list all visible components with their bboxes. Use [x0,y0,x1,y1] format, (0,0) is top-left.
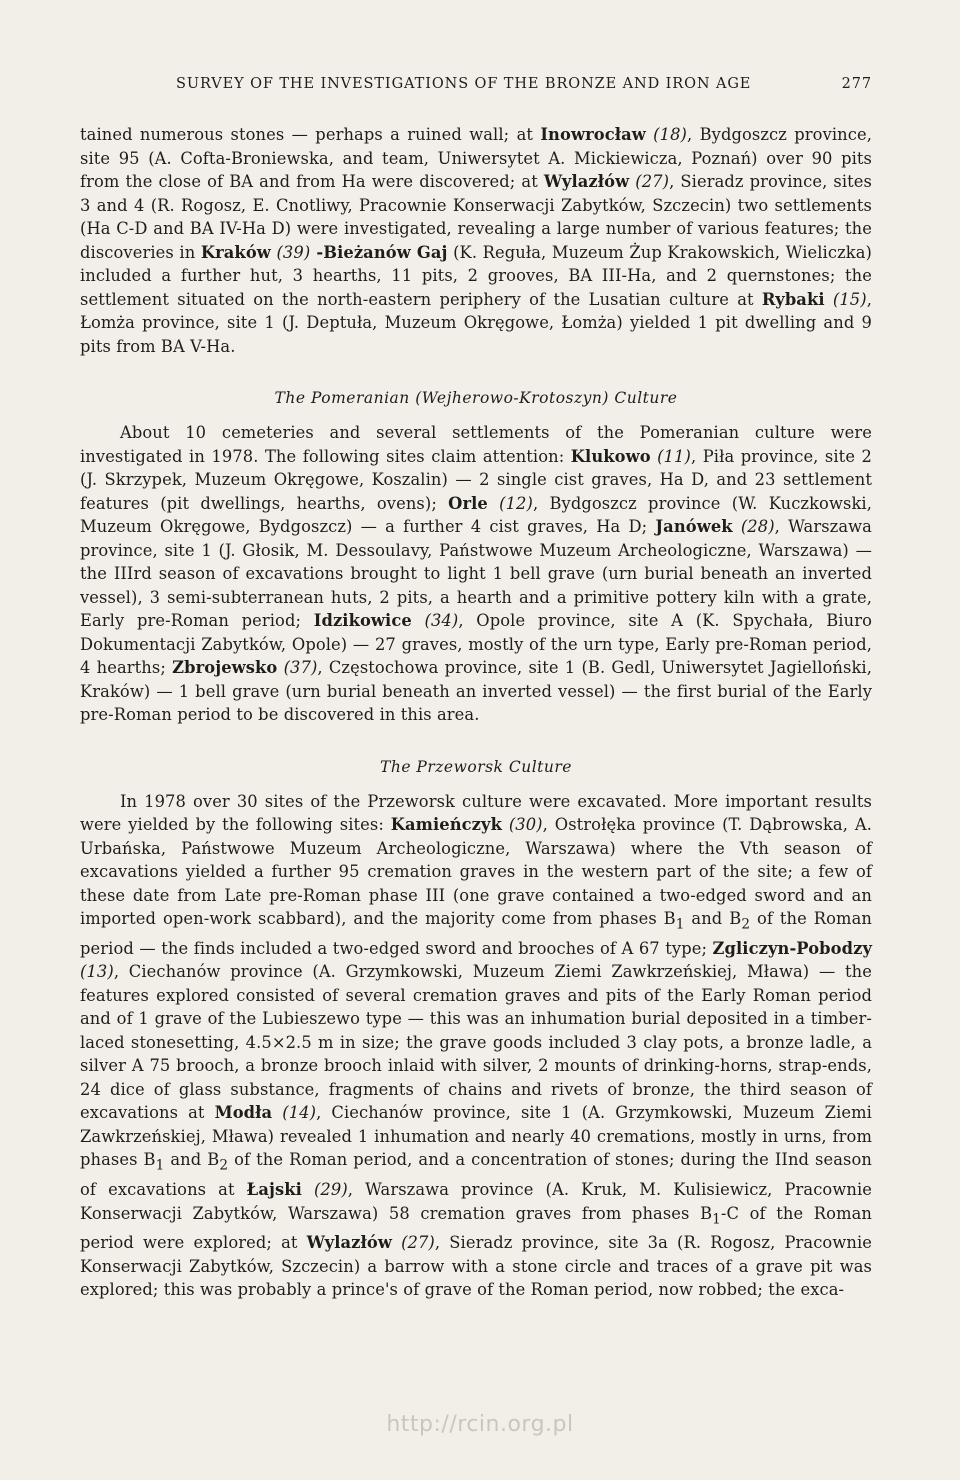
section-heading-przeworsk: The Przeworsk Culture [380,757,572,776]
paragraph-pomeranian: About 10 cemeteries and several settlements of the Pomeranian culture were investigated in 1978. The following sites claim attention: Klukowo (11), Piła province, site 2 (J. Skrzypek, Muzeum Okręgowe, Koszalin) — 2 single cist graves, Ha D, and 23 settlement features (pit dwellings, hearths, ovens); Orle (12), Bydgoszcz province (W. Kuczkowski, Muzeum Okręgowe, Bydgoszcz) — a further 4 cist graves, Ha D; Janówek (28), Warszawa province, site 1 (J. Głosik, M. Dessoulavy, Państwowe Muzeum Archeologiczne, Warszawa) — the IIIrd season of excavations brought to light 1 bell grave (urn burial beneath an inverted vessel), 3 semi-subterranean huts, 2 pits, a hearth and a primitive pottery kiln with a grate, Early pre-Roman period; Idzikowice (34), Opole province, site A (K. Spychała, Biuro Dokumentacji Zabytków, Opole) — 27 graves, mostly of the urn type, Early pre-Roman period, 4 hearths; Zbrojewsko (37), Częstochowa province, site 1 (B. Gedl, Uniwersytet Jagielloński, Kraków) — 1 bell grave (urn burial beneath an inverted vessel) — the first burial of the Early pre-Roman period to be discovered in this area. [80,423,872,724]
running-header [80,76,872,92]
running-title: SURVEY OF THE INVESTIGATIONS OF THE BRONZE AND IRON AGE [176,76,752,92]
paragraph-lusatian-continued: tained numerous stones — perhaps a ruined wall; at Inowrocław (18), Bydgoszcz province, site 95 (A. Cofta-Broniewska, and team, Uniwersytet A. Mickiewicza, Poznań) over 90 pits from the close of BA and from Ha were discovered; at Wylazłów (27), Sieradz province, sites 3 and 4 (R. Rogosz, E. Cnotliwy, Pracownie Konserwacji Zabytków, Szczecin) two settlements (Ha C-D and BA IV-Ha D) were investigated, revealing a large number of various features; the discoveries in Kraków (39) -Bieżanów Gaj (K. Reguła, Muzeum Żup Krakowskich, Wieliczka) included a further hut, 3 hearths, 11 pits, 2 grooves, BA III-Ha, and 2 quernstones; the settlement situated on the north-eastern periphery of the Lusatian culture at Rybaki (15), Łomża province, site 1 (J. Deptuła, Muzeum Okręgowe, Łomża) yielded 1 pit dwelling and 9 pits from BA V-Ha. [80,125,872,356]
section-heading-pomeranian: The Pomeranian (Wejherowo-Krotoszyn) Culture [274,389,678,407]
page-number: 277 [841,76,872,92]
footer-watermark-url: http://rcin.org.pl [386,1412,574,1437]
page-body [80,76,872,1302]
paragraph-przeworsk: In 1978 over 30 sites of the Przeworsk culture were excavated. More important results were yielded by the following sites: Kamieńczyk (30), Ostrołęka province (T. Dąbrowska, A. Urbańska, Państwowe Muzeum Archeologiczne, Warszawa) where the Vth season of excavations yielded a further 95 cremation graves in the western part of the site; a few of these date from Late pre-Roman phase III (one grave contained a two-edged sword and an imported open-work scabbard), and the majority come from phases $B_1$ and $B_2$ of the Roman period — the finds included a two-edged sword and brooches of A 67 type; Zgliczyn-Pobodzy (13), Ciechanów province (A. Grzymkowski, Muzeum Ziemi Zawkrzeńskiej, Mława) — the features explored consisted of several cremation graves and pits of the Early Roman period and of 1 grave of the Lubieszewo type — this was an inhumation burial deposited in a timber-laced stonesetting, 4.5×2.5 m in size; the grave goods included 3 clay pots, a bronze ladle, a silver A 75 brooch, a bronze brooch inlaid with silver, 2 mounts of drinking-horns, strap-ends, 24 dice of glass substance, fragments of chains and rivets of bronze, the third season of excavations at Modła (14), Ciechanów province, site 1 (A. Grzymkowski, Muzeum Ziemi Zawkrzeńskiej, Mława) revealed 1 inhumation and nearly 40 cremations, mostly in urns, from phases $B_1$ and $B_2$ of the Roman period, and a concentration of stones; during the IInd season of excavations at Łajski (29), Warszawa province (A. Kruk, M. Kulisiewicz, Pracownie Konserwacji Zabytków, Warszawa) 58 cremation graves from phases $B_1-C$ of the Roman period were explored; at Wylazłów (27), Sieradz province, site 3a (R. Rogosz, Pracownie Konserwacji Zabytków, Szczecin) a barrow with a stone circle and traces of a grave pit was explored; this was probably a prince's of grave of the Roman period, now robbed; the exca- [80,791,872,1300]
